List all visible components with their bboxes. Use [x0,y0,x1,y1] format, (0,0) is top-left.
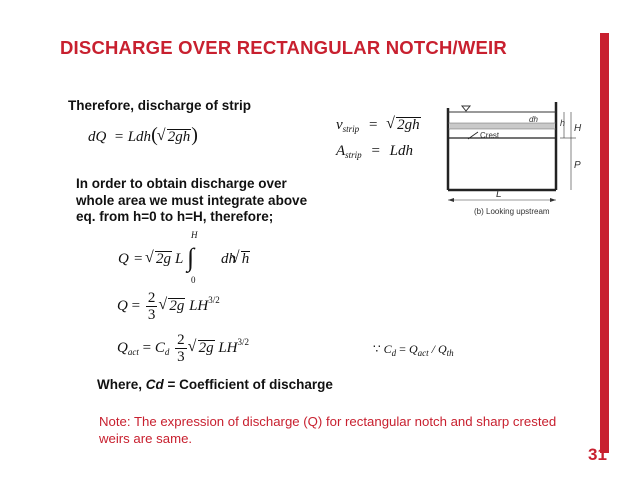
label-dh: dh [529,115,538,124]
slide-title: DISCHARGE OVER RECTANGULAR NOTCH/WEIR [60,37,507,58]
A-symbol: A [336,143,346,159]
cd-subscript: d [164,346,170,357]
weir-diagram [440,96,588,224]
equation-dQ: dQ = Ldh(√ 2gh) [88,124,198,147]
slide-number: 31 [588,445,607,464]
v-symbol: v [336,117,343,133]
fraction-numerator: 2 [147,290,156,306]
integral-sign: ∫ [187,243,195,272]
label-H: H [574,123,582,134]
A-subscript: strip [345,150,362,160]
A-equals: = [371,143,380,159]
fraction-denominator: 3 [147,307,156,323]
exponent: 3/2 [208,294,220,305]
note-text: Note: The expression of discharge (Q) for rectangular notch and sharp crested weirs are same. [99,414,557,446]
where-prefix: Where, [97,377,146,392]
strip-label: Therefore, discharge of strip [68,98,252,113]
where-line [97,377,333,392]
cd-symbol: C [154,339,165,356]
accent-bar [600,33,609,453]
integration-paragraph: In order to obtain discharge over whole area we must integrate above eq. from h=0 to h=H, therefore; [76,176,308,224]
where-suffix: = Coefficient of discharge [163,377,333,392]
equation-Q-result: Q = $\frac{2}{3}$ √ 2g $LH^{3/2}$ [117,290,220,323]
v-rhs: √ 2gh [396,117,421,133]
qact-numerator: 2 [177,332,185,348]
equation-Qact: $Q_{act} = C_d$ $\frac{2}{3}$ √ 2g $LH^{3/2}$ [117,332,249,365]
v-subscript: strip [342,124,360,134]
equation-A-strip [336,143,413,160]
label-caption: (b) Looking upstream [474,207,550,216]
label-crest: Crest [480,131,500,140]
where-term: Cd [145,377,164,392]
integral-lower: 0 [191,275,196,285]
label-L: L [496,189,502,200]
label-h: h [560,118,566,128]
strip-dh [449,123,555,129]
A-rhs: Ldh [389,143,413,159]
equation-v-strip [336,117,421,134]
qact-subscript: act [127,346,139,357]
water-level-marker [462,106,470,111]
qact-exponent: 3/2 [237,336,250,347]
equation-Q-integral: Q = √ 2g L ∫ H 0 √ h dh [118,228,278,284]
label-P: P [574,160,581,171]
qact-denominator: 3 [177,349,185,365]
v-equals: = [368,117,378,133]
cd-definition: ∵ $C_d = Q_{act} / Q_{th}$ [373,342,454,358]
integral-upper: H [191,230,198,240]
